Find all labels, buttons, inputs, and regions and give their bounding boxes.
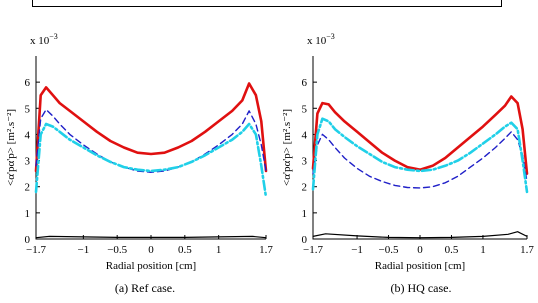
x-tick-label: 1 bbox=[480, 244, 486, 256]
y-tick-label: 3 bbox=[301, 155, 307, 168]
chart-panel-ref-case bbox=[5, 32, 273, 295]
x-tick-label: −1 bbox=[77, 244, 90, 256]
x-tick-label: −1.7 bbox=[26, 244, 46, 256]
y-tick-label: 1 bbox=[24, 207, 30, 220]
x-axis-label: Radial position [cm] bbox=[105, 260, 197, 272]
y-axis-label: <α'pα'p> [m².s⁻²] bbox=[5, 109, 17, 186]
y-tick-label: 0 bbox=[301, 234, 307, 246]
x-tick-label: 0 bbox=[148, 244, 154, 256]
y-multiplier-exponent: −3 bbox=[49, 32, 58, 41]
y-tick-label: 5 bbox=[301, 103, 307, 116]
figure-caption: (b) HQ case. bbox=[390, 281, 452, 295]
y-multiplier: x $10^{-3}$ bbox=[307, 32, 335, 47]
x-tick-label: −0.5 bbox=[107, 244, 128, 256]
axes-frame bbox=[36, 56, 266, 239]
y-tick-label: 5 bbox=[24, 103, 30, 116]
y-tick-label: 0 bbox=[24, 234, 30, 246]
x-tick-label: 0.5 bbox=[177, 244, 192, 256]
x-tick-label: 1.7 bbox=[520, 244, 534, 256]
x-axis-label: Radial position [cm] bbox=[374, 260, 466, 272]
y-tick-label: 1 bbox=[301, 207, 307, 220]
x-tick-label: 0.5 bbox=[444, 244, 459, 256]
y-tick-label: 6 bbox=[301, 77, 307, 90]
x-tick-label: −0.5 bbox=[378, 244, 399, 256]
series-line bbox=[36, 84, 266, 172]
y-axis-label: <α'pα'p> [m².s⁻²] bbox=[281, 109, 293, 186]
y-tick-label: 2 bbox=[24, 181, 30, 194]
y-tick-label: 4 bbox=[24, 129, 30, 142]
y-tick-label: 6 bbox=[24, 77, 30, 90]
series-line bbox=[313, 119, 527, 192]
x-tick-label: 0 bbox=[417, 244, 423, 256]
y-multiplier-exponent: −3 bbox=[326, 32, 335, 41]
y-multiplier: x $10^{-3}$ bbox=[30, 32, 58, 47]
x-tick-label: 1.7 bbox=[259, 244, 273, 256]
series-line bbox=[313, 132, 527, 188]
y-tick-label: 2 bbox=[301, 181, 307, 194]
chart-panel-hq-case bbox=[281, 32, 534, 295]
x-tick-label: −1.7 bbox=[303, 244, 323, 256]
figure-caption: (a) Ref case. bbox=[114, 281, 176, 295]
x-tick-label: −1 bbox=[351, 244, 363, 256]
x-tick-label: 1 bbox=[215, 244, 222, 256]
y-tick-label: 4 bbox=[301, 129, 307, 142]
y-tick-label: 3 bbox=[24, 155, 30, 168]
